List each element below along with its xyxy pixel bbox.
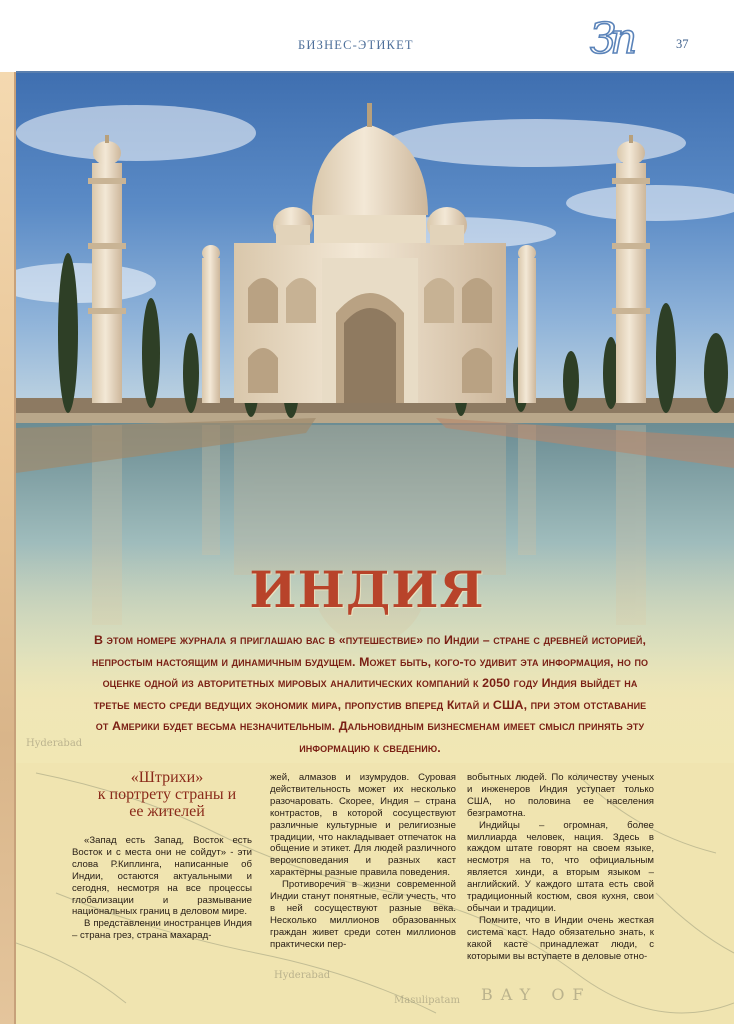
paragraph: Индийцы – огромная, более миллиарда человек, нация. Здесь в каждом штате говорят на своем языке, несмотря на то, что официальным является хинди, а вторым языком – английский. У каждого штата есть свой традиционный костюм, своя кухня, свои обычаи и традиции. — [467, 819, 654, 914]
left-decorative-strip — [0, 72, 16, 1024]
paragraph: «Запад есть Запад, Восток есть Восток и с места они не сойдут» - эти слова Р.Киплинга, написанные об Индии, остаются актуальными и сегодня, несмотря на все процессы глобализации и размывание национальных границ в деловом мире. — [72, 835, 252, 918]
text-column-3 — [467, 772, 654, 963]
text-column-2 — [270, 772, 456, 951]
subhead-line-1: «Штрихи» — [130, 769, 204, 786]
map-label-masulipatam: Masulipatam — [394, 995, 460, 1006]
text-column-1 — [72, 835, 252, 942]
map-label-bay: BAY OF — [481, 985, 592, 1004]
paragraph: Помните, что в Индии очень жесткая система каст. Надо обязательно знать, к какой касте принадлежат люди, с которыми вы вступаете в деловые отно- — [467, 914, 654, 962]
left-minaret — [88, 135, 126, 403]
page-number: 37 — [676, 37, 689, 51]
paragraph: В представлении иностранцев Индия – страна грез, страна махарад- — [72, 918, 252, 942]
article-subhead — [72, 769, 262, 820]
article-title: ИНДИЯ — [249, 560, 485, 619]
right-minaret — [612, 135, 650, 403]
magazine-logo — [586, 16, 656, 68]
map-label-hyderabad: Hyderabad — [274, 970, 331, 981]
logo-text: Зп — [590, 14, 632, 63]
article-lead: В этом номере журнала я приглашаю вас в «путешествие» по Индии – стране с древней историей, непростым настоящим и динамичным будущем. Может быть, кого-то удивит эта информация, но по оценке одной из авторитетных мировых аналитических компаний к 2050 году Индия выйдет на третье место среди ведущих экономик мира, пропустив вперед Китай и США, при этом отставание от Америки будет весьма незначительным. Дальновидным бизнесменам имеет смысл принять эту информацию к сведению. — [91, 633, 649, 755]
paragraph: вобытных людей. По количеству ученых и инженеров Индия уступает только США, но половина ее населения безграмотна. — [467, 772, 654, 819]
paragraph: жей, алмазов и изумрудов. Суровая действительность может их несколько разочаровать. Скорее, Индия – страна контрастов, в которой сосуществуют различные культурные и религиозные традиции, что накладывает отпечаток на общение и этикет. Для людей различного вероисповедания и разных каст характерны разные правила поведения. — [270, 772, 456, 879]
map-label-hyderabad-top: Hyderabad — [26, 738, 83, 749]
subhead-line-3: ее жителей — [129, 803, 205, 820]
section-title: БИЗНЕС-ЭТИКЕТ — [298, 38, 414, 52]
subhead-line-2: к портрету страны и — [97, 786, 237, 803]
paragraph: Противоречия в жизни современной Индии станут понятные, если учесть, что в ней сосуществуют разные века. Несколько миллионов образованных граждан живет среди сотен миллионов практически пер- — [270, 879, 456, 950]
page-header — [0, 0, 734, 72]
